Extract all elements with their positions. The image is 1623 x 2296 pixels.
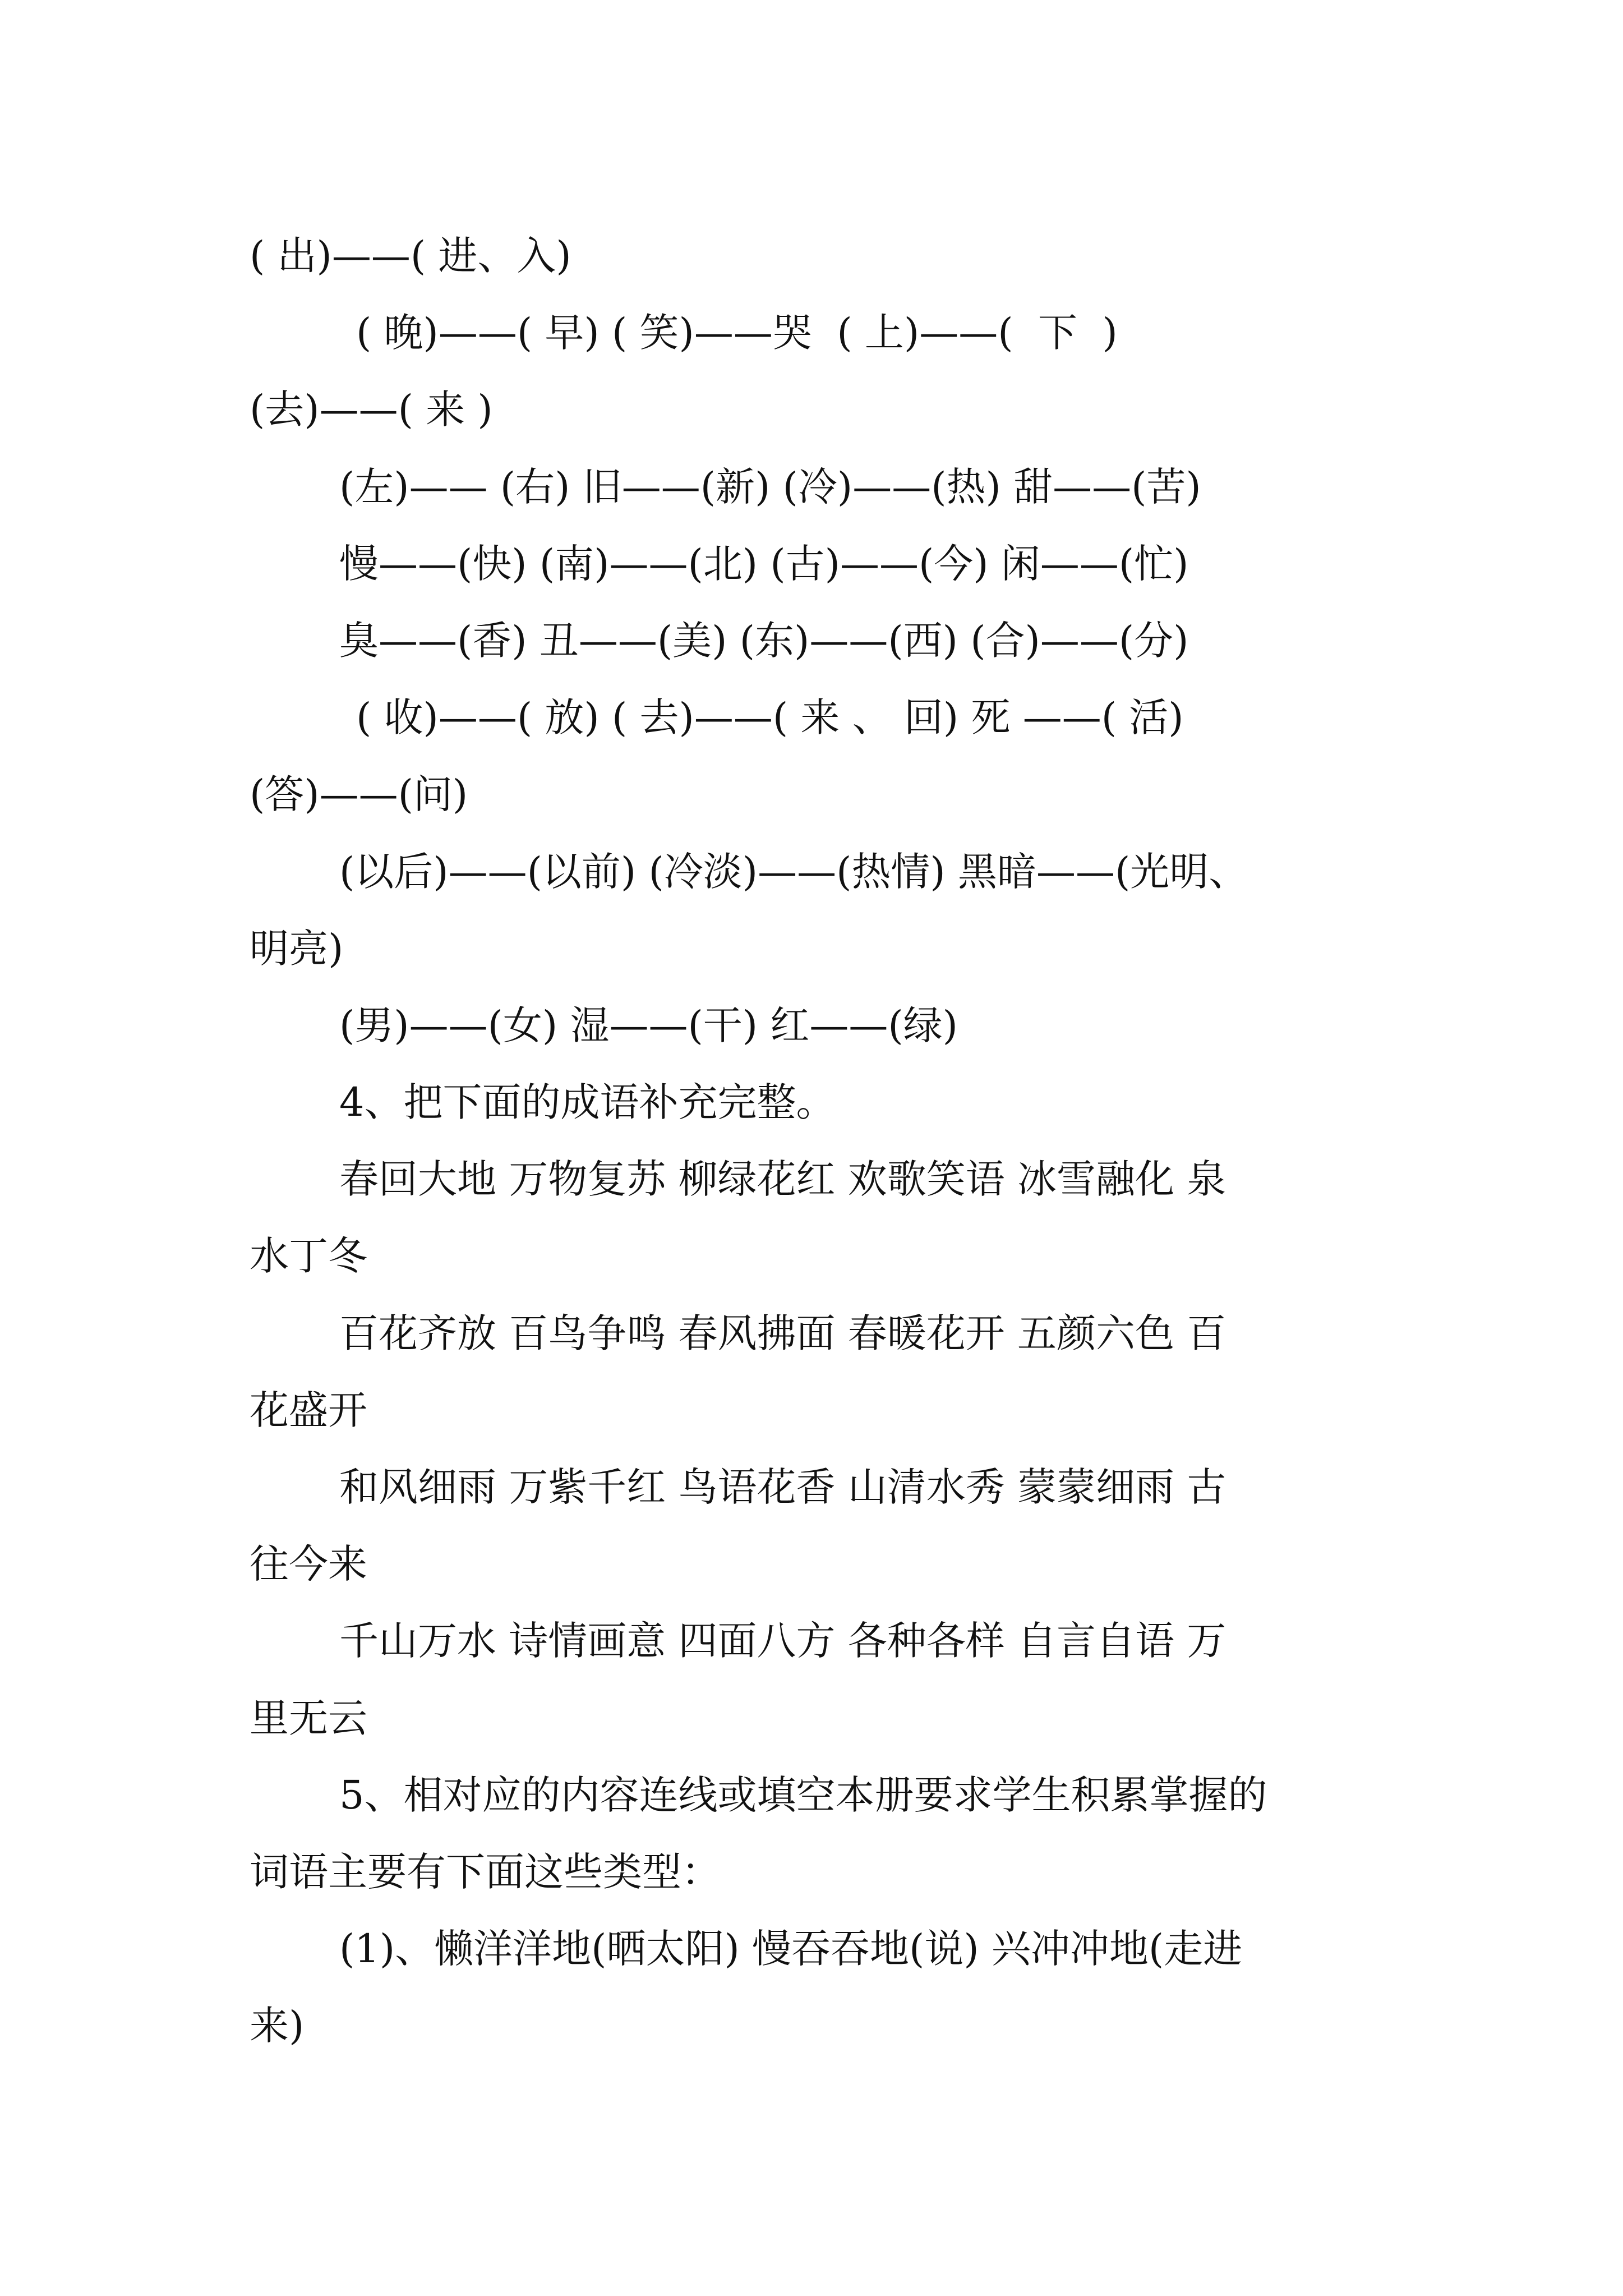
text-line: (男)——(女) 湿——(干) 红——(绿) xyxy=(339,1002,958,1048)
text-line: 里无云 xyxy=(250,1695,367,1741)
text-line: 百花齐放 百鸟争鸣 春风拂面 春暖花开 五颜六色 百 xyxy=(339,1310,1227,1356)
text-line: ( 晚)——( 早) ( 笑)——哭 ( 上)——( 下 ) xyxy=(356,310,1118,356)
text-line: 水丁冬 xyxy=(250,1233,367,1280)
text-line: (1)、懒洋洋地(晒太阳) 慢吞吞地(说) 兴冲冲地(走进 xyxy=(339,1926,1243,1972)
text-line: 花盛开 xyxy=(250,1387,367,1433)
text-line: 来) xyxy=(250,2003,305,2049)
text-line: 和风细雨 万紫千红 鸟语花香 山清水秀 蒙蒙细雨 古 xyxy=(339,1464,1227,1510)
text-line: 慢——(快) (南)——(北) (古)——(今) 闲——(忙) xyxy=(339,540,1189,587)
document-body xyxy=(250,218,1382,2065)
text-line: (去)——( 来 ) xyxy=(250,386,493,433)
text-line: (答)——(问) xyxy=(250,771,468,818)
text-line: 臭——(香) 丑——(美) (东)——(西) (合)——(分) xyxy=(339,617,1189,664)
text-line: ( 出)——( 进、入) xyxy=(250,233,571,279)
text-line: 词语主要有下面这些类型： xyxy=(250,1848,721,1895)
section-heading: 5、相对应的内容连线或填空本册要求学生积累掌握的 xyxy=(339,1772,1267,1818)
text-line: ( 收)——( 放) ( 去)——( 来 、 回) 死 ——( 活) xyxy=(356,694,1184,741)
text-line: 明亮) xyxy=(250,925,344,972)
text-line: (以后)——(以前) (冷淡)——(热情) 黑暗——(光明、 xyxy=(339,848,1248,895)
text-line: 往今来 xyxy=(250,1541,367,1588)
section-heading: 4、把下面的成语补充完整。 xyxy=(339,1079,836,1126)
text-line: (左)—— (右) 旧——(新) (冷)——(热) 甜——(苦) xyxy=(339,463,1201,510)
text-line: 春回大地 万物复苏 柳绿花红 欢歌笑语 冰雪融化 泉 xyxy=(339,1156,1227,1203)
text-line: 千山万水 诗情画意 四面八方 各种各样 自言自语 万 xyxy=(339,1618,1227,1664)
